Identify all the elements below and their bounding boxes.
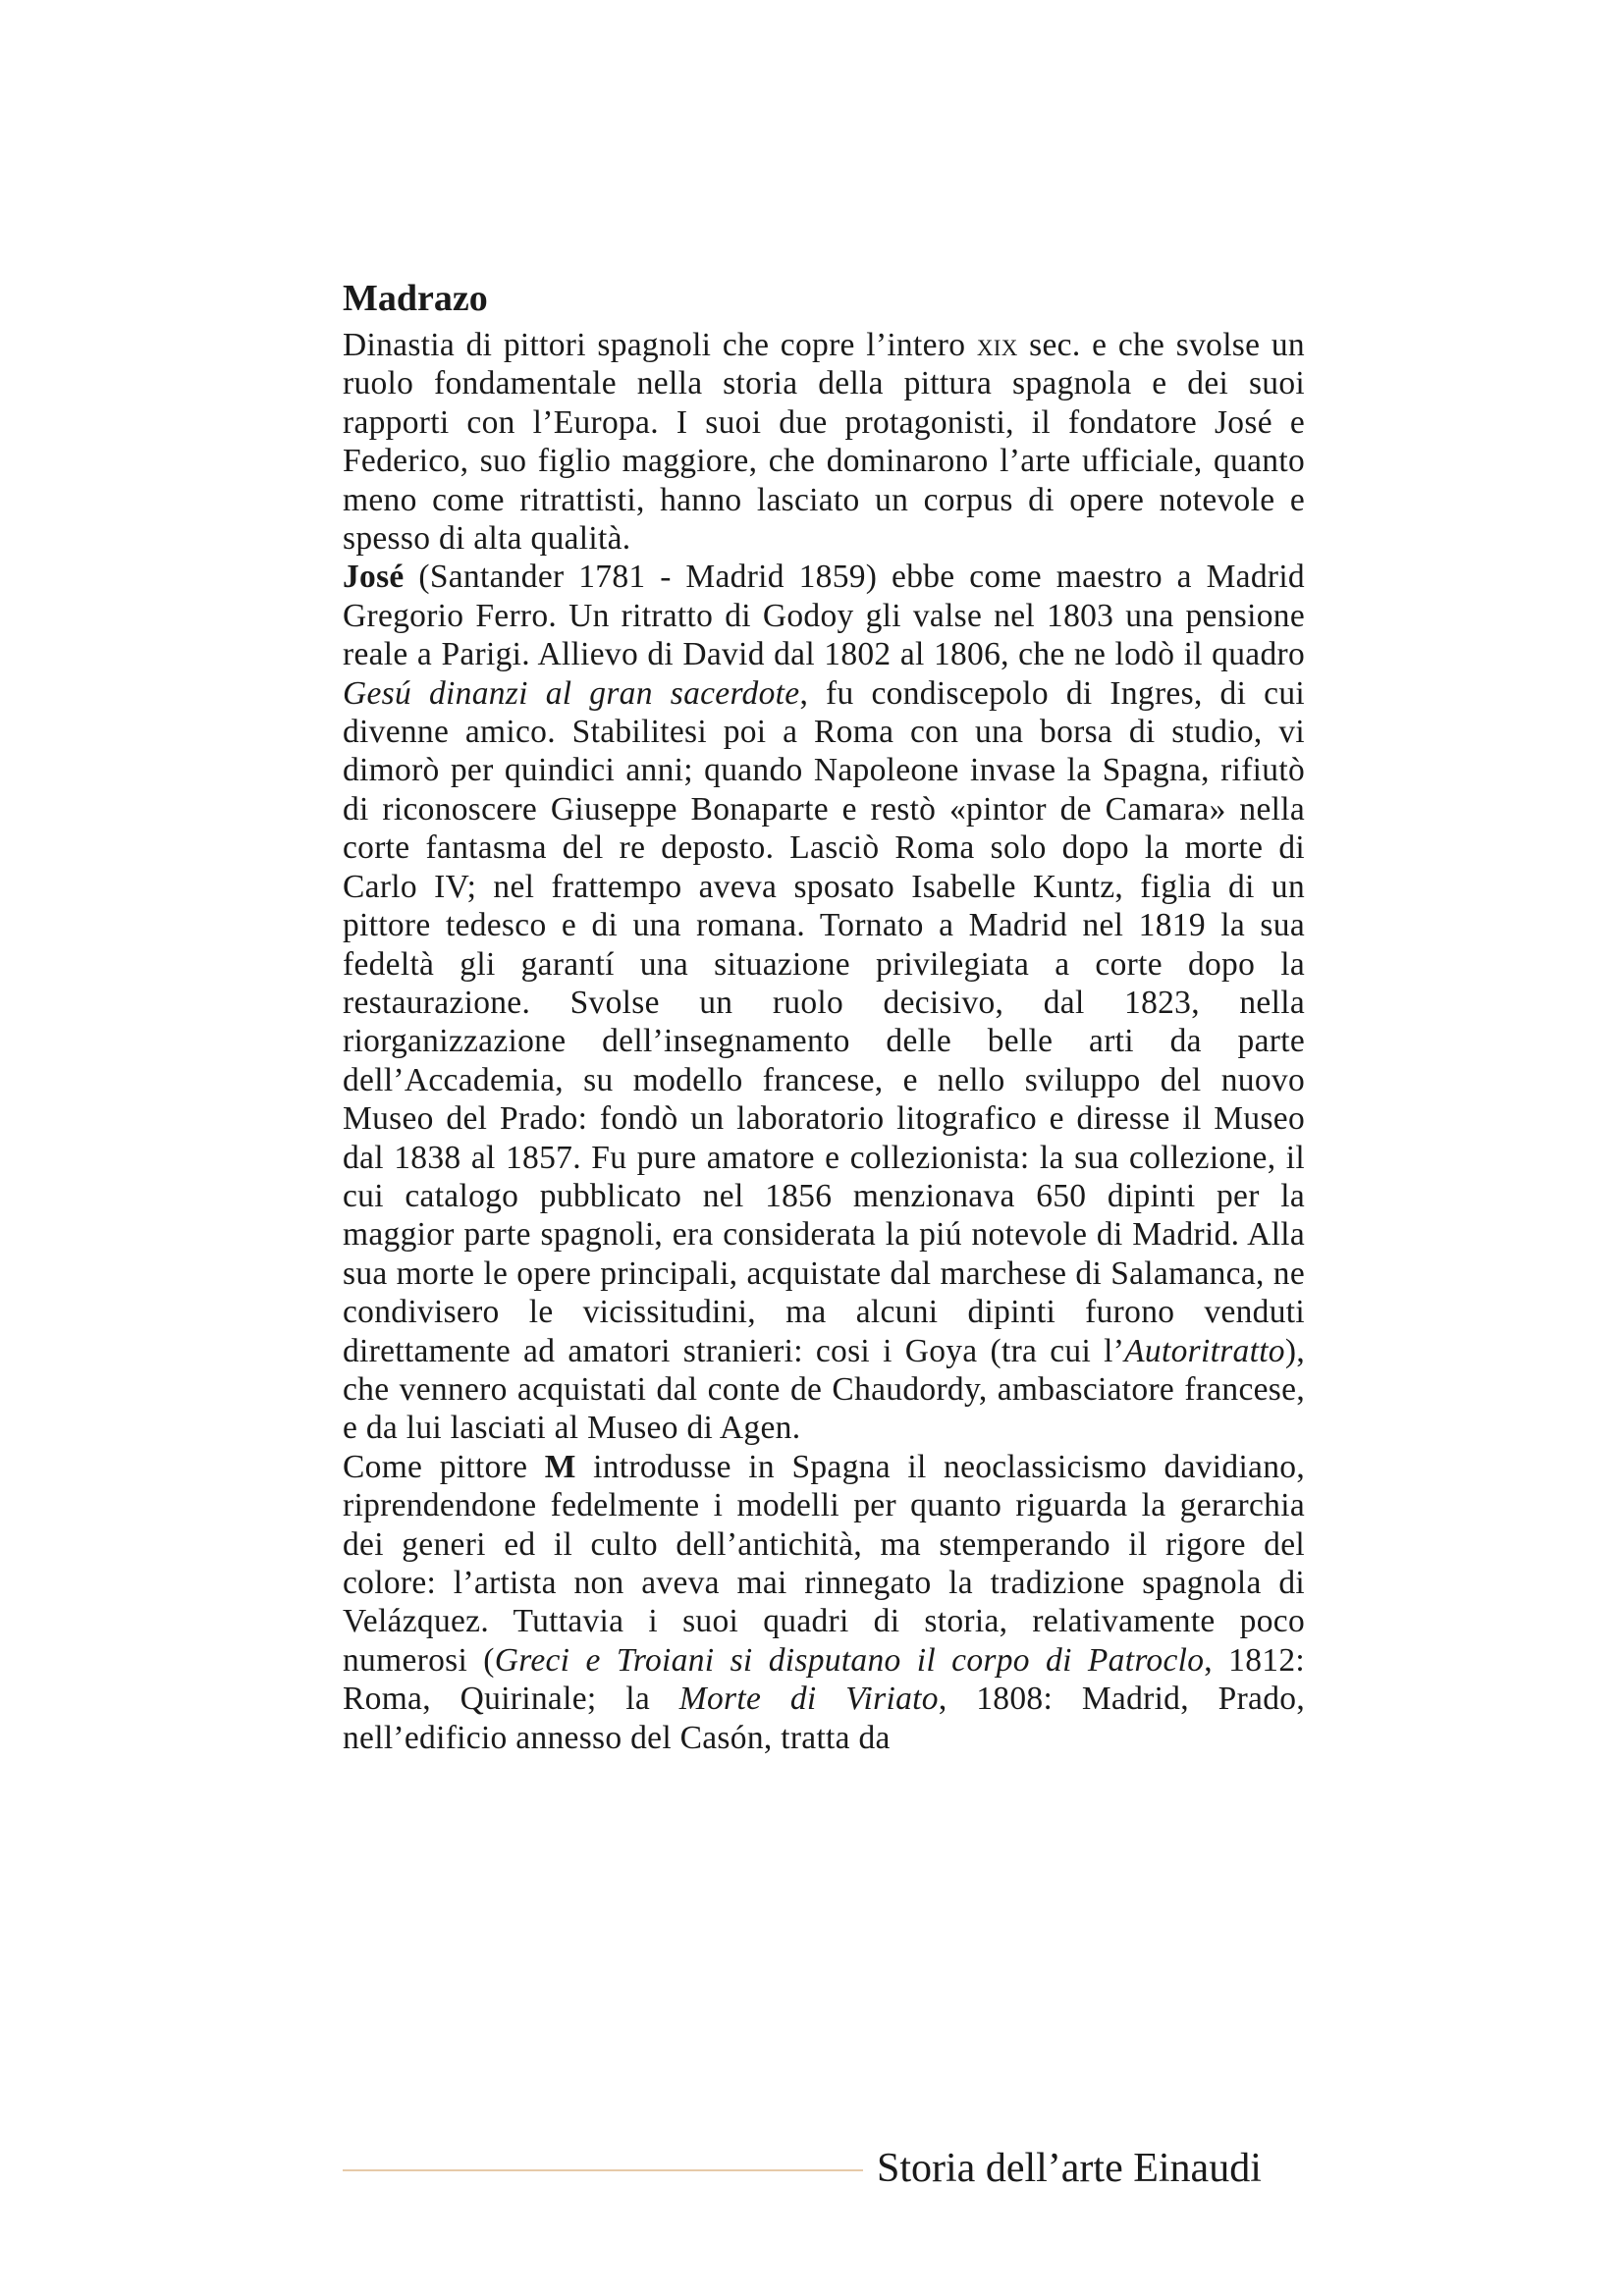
- italic-title: Gesú dinanzi al gran sacerdote: [343, 674, 800, 712]
- entry-body: [343, 273, 1305, 1757]
- text-run: ), che vennero acquistati dal conte de Chaudordy, ambasciatore francese, e da lui lasciati al Museo di Agen.: [343, 1332, 1305, 1447]
- text-run: , fu condiscepolo di Ingres, di cui divenne amico. Stabilitesi poi a Roma con una borsa di studio, vi dimorò per quindici anni; quando Napoleone invase la Spagna, rifiutò di riconoscere Giuseppe Bonaparte e restò «pintor de Camara» nella corte fantasma del re deposto. Lasciò Roma solo dopo la morte di Carlo IV; nel frattempo aveva sposato Isabelle Kuntz, figlia di un pittore tedesco e di una romana. Tornato a Madrid nel 1819 la sua fedeltà gli garantí una situazione privilegiata a corte dopo la restaurazione. Svolse un ruolo decisivo, dal 1823, nella riorganizzazione dell’insegnamento delle belle arti da parte dell’Accademia, su modello francese, e nello sviluppo del nuovo Museo del Prado: fondò un laboratorio litografico e diresse il Museo dal 1838 al 1857. Fu pure amatore e collezionista: la sua collezione, il cui catalogo pubblicato nel 1856 menzionava 650 dipinti per la maggior parte spagnoli, era considerata la piú notevole di Madrid. Alla sua morte le opere principali, acquistate dal marchese di Salamanca, ne condivisero le vicissitudini, ma alcuni dipinti furono venduti direttamente ad amatori stranieri: cosi i Goya (tra cui l’: [343, 674, 1305, 1369]
- bold-run: José: [343, 559, 405, 596]
- italic-title: Greci e Troiani si disputano il corpo di Patroclo: [494, 1641, 1205, 1679]
- entry-title: Madrazo: [343, 278, 488, 319]
- text-run: Dinastia di pittori spagnoli che copre l’intero: [343, 327, 977, 363]
- paragraph-intro: [343, 326, 1305, 558]
- text-run: Come pittore: [343, 1448, 545, 1485]
- footer-rule: [343, 2169, 863, 2171]
- italic-title: Morte di Viriato: [678, 1681, 939, 1718]
- text-run: (Santander 1781 - Madrid 1859) ebbe come maestro a Madrid Gregorio Ferro. Un ritratto di Godoy gli valse nel 1803 una pensione reale a Parigi. Allievo di David dal 1802 al 1806, che ne lodò il quadro: [343, 559, 1305, 673]
- bold-run: M: [544, 1448, 576, 1485]
- italic-title: Autoritratto: [1124, 1332, 1285, 1369]
- paragraph-jose: [343, 558, 1305, 1447]
- text-run: xix: [976, 327, 1018, 363]
- text-run: introdusse in Spagna il neoclassicismo davidiano, riprendendone fedelmente i modelli per quanto riguarda la gerarchia dei generi ed il culto dell’antichità, ma stemperando il rigore del colore: l’artista non aveva mai rinnegato la tradizione spagnola di Velázquez. Tuttavia i suoi quadri di storia, relativamente poco numerosi (: [343, 1448, 1305, 1679]
- text-run: sec. e che svolse un ruolo fondamentale nella storia della pittura spagnola e dei suoi rapporti con l’Europa. I suoi due protagonisti, il fondatore José e Federico, suo figlio maggiore, che dominarono l’arte ufficiale, quanto meno come ritrattisti, hanno lasciato un corpus di opere notevole e spesso di alta qualità.: [343, 327, 1305, 558]
- text-run: , 1808: Madrid, Prado, nell’edificio annesso del Casón, tratta da: [343, 1681, 1305, 1756]
- footer-title: Storia dell’arte Einaudi: [877, 2146, 1262, 2191]
- paragraph-painter: [343, 1448, 1305, 1757]
- text-run: , 1812: Roma, Quirinale; la: [343, 1641, 1305, 1718]
